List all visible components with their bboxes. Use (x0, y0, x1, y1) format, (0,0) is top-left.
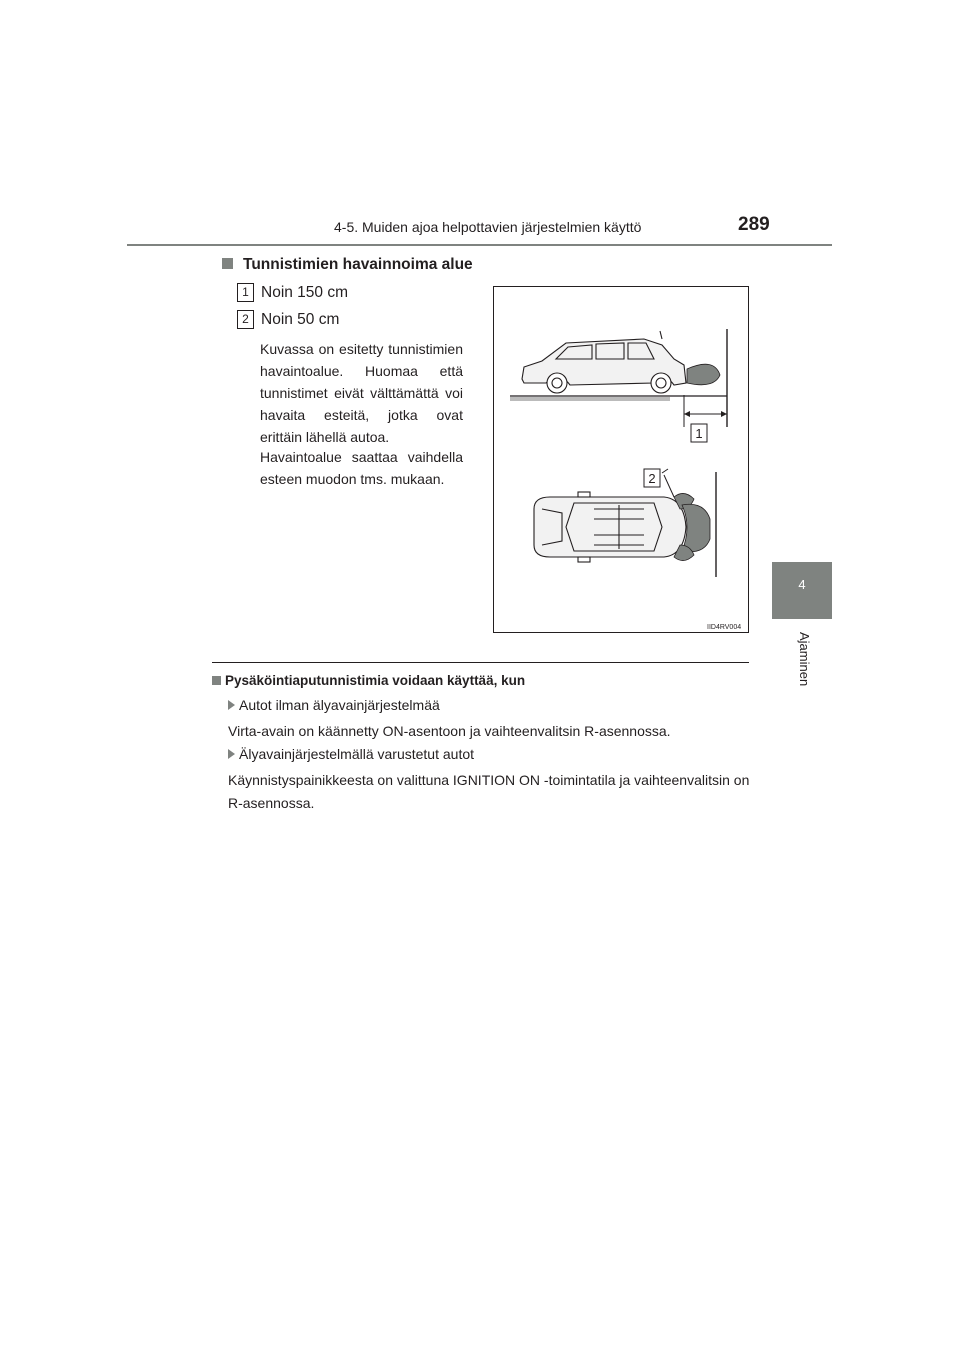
subsection-heading (212, 673, 525, 688)
arrow-head (684, 411, 690, 417)
sensor-zone-side (687, 364, 720, 385)
triangle-bullet-icon (228, 749, 235, 759)
subsection-heading-text: Pysäköintiaputunnistimia voidaan käyttää, kun (225, 673, 526, 688)
square-bullet-icon (212, 676, 221, 685)
paragraph: Kuvassa on esitetty tunnistimien havaintoalue. Huomaa että tunnistimet eivät välttämättä voi havaita esteitä, jotka ovat erittäin lähellä autoa. (260, 341, 463, 445)
figure-callout-1: 1 (695, 426, 703, 441)
callout-row-1 (237, 283, 348, 302)
section-heading (222, 256, 473, 274)
figure-code: IID4RV004 (707, 624, 742, 631)
bullet-item (228, 697, 440, 713)
callout-number: 2 (237, 310, 254, 329)
figure-drawing (494, 287, 750, 634)
bullet-item (228, 746, 474, 762)
sensor-range-figure (493, 286, 749, 633)
body-text: Käynnistyspainikkeesta on valittuna IGNITION ON -toimintatila ja vaihteenvalitsin on R-asennossa. (228, 772, 750, 811)
header-rule (127, 244, 832, 246)
callout-number: 1 (237, 283, 254, 302)
car-side-view (522, 331, 686, 393)
figure-callout-2: 2 (648, 471, 656, 486)
chapter-title-label: Ajaminen (797, 632, 812, 687)
callout-text: Noin 150 cm (261, 284, 349, 301)
dimension-line-2 (664, 475, 674, 497)
section-rule (212, 662, 749, 663)
chapter-title (792, 632, 812, 702)
callout-row-2 (237, 310, 339, 329)
dimension-tick (662, 469, 668, 473)
triangle-bullet-icon (228, 700, 235, 710)
bullet-text: Autot ilman älyavainjärjestelmää (239, 697, 440, 713)
paragraph: Havaintoalue saattaa vaihdella esteen muodon tms. mukaan. (260, 449, 463, 487)
callout-text: Noin 50 cm (261, 311, 340, 328)
bullet-text: Älyavainjärjestelmällä varustetut autot (239, 746, 475, 762)
square-bullet-icon (222, 258, 233, 269)
ground-hatch (510, 397, 670, 401)
body-text: Virta-avain on käännetty ON-asentoon ja vaihteenvalitsin R-asennossa. (228, 723, 671, 739)
arrow-head (721, 411, 727, 417)
running-header: 4-5. Muiden ajoa helpottavien järjestelmien käyttö (334, 219, 642, 235)
section-heading-text: Tunnistimien havainnoima alue (243, 256, 473, 273)
chapter-tab: 4 (772, 562, 832, 619)
car-top-view (534, 492, 686, 562)
page-number: 289 (738, 214, 770, 235)
